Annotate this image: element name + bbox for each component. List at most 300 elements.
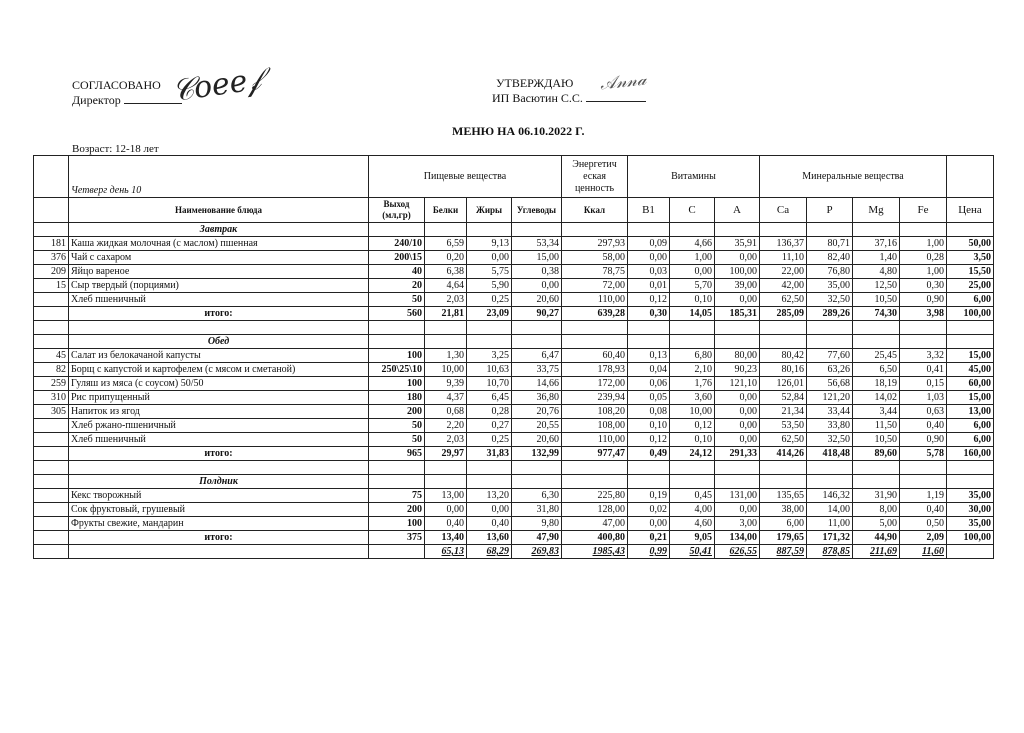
value-cell: 6,30 [512, 489, 562, 503]
value-cell: 6,38 [425, 265, 467, 279]
dish-name: Напиток из ягод [69, 405, 369, 419]
value-cell: 10,70 [467, 377, 512, 391]
value-cell: 32,50 [807, 433, 853, 447]
table-row [34, 419, 994, 433]
value-cell: 80,71 [807, 237, 853, 251]
cell [715, 461, 760, 475]
value-cell: 297,93 [562, 237, 628, 251]
value-cell: 8,00 [853, 503, 900, 517]
value-cell: 0,02 [628, 503, 670, 517]
total-label: итого: [69, 307, 369, 321]
value-cell: 21,81 [425, 307, 467, 321]
value-cell: 14,00 [807, 503, 853, 517]
cell [853, 461, 900, 475]
group-nutrients: Пищевые вещества [369, 156, 562, 198]
age-label: Возраст: 12-18 лет [72, 143, 159, 155]
value-cell: 0,20 [425, 251, 467, 265]
column-header: Углеводы [512, 198, 562, 223]
value-cell: 62,50 [760, 433, 807, 447]
cell [628, 461, 670, 475]
value-cell: 1985,43 [562, 545, 628, 559]
value-cell: 0,27 [467, 419, 512, 433]
cell [512, 321, 562, 335]
dish-name: Гуляш из мяса (с соусом) 50/50 [69, 377, 369, 391]
value-cell: 9,13 [467, 237, 512, 251]
value-cell: 10,00 [670, 405, 715, 419]
menu-table [33, 155, 994, 559]
cell [947, 461, 994, 475]
value-cell: 135,65 [760, 489, 807, 503]
value-cell: 6,50 [853, 363, 900, 377]
dish-number: 376 [34, 251, 69, 265]
cell [562, 475, 628, 489]
cell [467, 335, 512, 349]
column-header: B1 [628, 198, 670, 223]
value-cell: 6,80 [670, 349, 715, 363]
total-label: итого: [69, 531, 369, 545]
value-cell: 6,00 [947, 419, 994, 433]
value-cell: 1,19 [900, 489, 947, 503]
value-cell: 128,00 [562, 503, 628, 517]
cell [512, 335, 562, 349]
value-cell: 62,50 [760, 293, 807, 307]
value-cell: 53,50 [760, 419, 807, 433]
cell [900, 321, 947, 335]
cell [369, 461, 425, 475]
value-cell: 0,00 [715, 391, 760, 405]
cell [425, 461, 467, 475]
cell [807, 475, 853, 489]
dish-name: Хлеб пшеничный [69, 293, 369, 307]
value-cell: 134,00 [715, 531, 760, 545]
value-cell: 100,00 [947, 307, 994, 321]
value-cell: 18,19 [853, 377, 900, 391]
value-cell: 35,91 [715, 237, 760, 251]
value-cell: 0,21 [628, 531, 670, 545]
total-row [34, 307, 994, 321]
cell [760, 223, 807, 237]
value-cell: 178,93 [562, 363, 628, 377]
value-cell: 0,00 [715, 293, 760, 307]
value-cell: 29,97 [425, 447, 467, 461]
value-cell: 0,50 [900, 517, 947, 531]
value-cell: 0,00 [715, 251, 760, 265]
cell [760, 475, 807, 489]
cell [467, 223, 512, 237]
value-cell: 3,00 [715, 517, 760, 531]
table-row [34, 391, 994, 405]
value-cell: 225,80 [562, 489, 628, 503]
value-cell: 0,12 [628, 293, 670, 307]
table-row [34, 433, 994, 447]
value-cell: 10,00 [425, 363, 467, 377]
dish-name: Салат из белокачаной капусты [69, 349, 369, 363]
value-cell: 25,00 [947, 279, 994, 293]
table-row [34, 251, 994, 265]
value-cell: 639,28 [562, 307, 628, 321]
cell [760, 335, 807, 349]
value-cell: 90,27 [512, 307, 562, 321]
value-cell: 1,00 [900, 265, 947, 279]
value-cell: 82,40 [807, 251, 853, 265]
value-cell: 200 [369, 405, 425, 419]
value-cell: 0,00 [512, 279, 562, 293]
value-cell: 0,00 [425, 503, 467, 517]
dish-number [34, 517, 69, 531]
value-cell: 22,00 [760, 265, 807, 279]
value-cell: 35,00 [807, 279, 853, 293]
value-cell: 33,75 [512, 363, 562, 377]
value-cell: 15,50 [947, 265, 994, 279]
section-row [34, 223, 994, 237]
value-cell: 0,90 [900, 433, 947, 447]
value-cell: 0,00 [715, 419, 760, 433]
blank-row [34, 321, 994, 335]
value-cell: 0,49 [628, 447, 670, 461]
value-cell: 0,30 [628, 307, 670, 321]
value-cell: 131,00 [715, 489, 760, 503]
section-title: Завтрак [69, 223, 369, 237]
dish-name [69, 545, 369, 559]
value-cell: 110,00 [562, 293, 628, 307]
table-row [34, 377, 994, 391]
cell [467, 461, 512, 475]
value-cell: 14,66 [512, 377, 562, 391]
value-cell: 35,00 [947, 517, 994, 531]
value-cell: 0,12 [628, 433, 670, 447]
value-cell: 2,09 [900, 531, 947, 545]
value-cell: 0,28 [900, 251, 947, 265]
dish-name: Хлеб пшеничный [69, 433, 369, 447]
value-cell: 121,20 [807, 391, 853, 405]
approval-right-title: УТВЕРЖДАЮ [496, 76, 574, 90]
dish-name: Чай с сахаром [69, 251, 369, 265]
value-cell: 63,26 [807, 363, 853, 377]
value-cell: 2,10 [670, 363, 715, 377]
cell [853, 321, 900, 335]
cell [562, 461, 628, 475]
section-title: Обед [69, 335, 369, 349]
value-cell: 100 [369, 517, 425, 531]
cell [900, 335, 947, 349]
cell [670, 335, 715, 349]
value-cell: 20 [369, 279, 425, 293]
table-row [34, 517, 994, 531]
value-cell: 13,40 [425, 531, 467, 545]
column-header: Mg [853, 198, 900, 223]
cell [369, 335, 425, 349]
value-cell: 1,00 [900, 237, 947, 251]
cell [947, 335, 994, 349]
group-minerals: Минеральные вещества [760, 156, 947, 198]
value-cell: 887,59 [760, 545, 807, 559]
value-cell: 0,03 [628, 265, 670, 279]
value-cell: 20,55 [512, 419, 562, 433]
dish-number [34, 447, 69, 461]
value-cell: 0,25 [467, 433, 512, 447]
cell [425, 335, 467, 349]
value-cell: 10,50 [853, 433, 900, 447]
value-cell: 121,10 [715, 377, 760, 391]
table-row [34, 279, 994, 293]
cell [807, 335, 853, 349]
cell [670, 223, 715, 237]
value-cell: 45,00 [947, 363, 994, 377]
approver-signature: 𝒜𝓃𝓃𝒶 [599, 69, 648, 95]
cell [34, 461, 69, 475]
value-cell: 50 [369, 419, 425, 433]
value-cell: 74,30 [853, 307, 900, 321]
approval-right-role: ИП Васютин С.С. [492, 91, 583, 105]
dish-number: 15 [34, 279, 69, 293]
value-cell: 0,38 [512, 265, 562, 279]
value-cell: 0,13 [628, 349, 670, 363]
value-cell: 285,09 [760, 307, 807, 321]
value-cell: 15,00 [947, 349, 994, 363]
dish-number: 310 [34, 391, 69, 405]
value-cell: 20,60 [512, 433, 562, 447]
value-cell: 25,45 [853, 349, 900, 363]
value-cell: 9,39 [425, 377, 467, 391]
dish-number [34, 503, 69, 517]
value-cell: 4,00 [670, 503, 715, 517]
column-header: C [670, 198, 715, 223]
table-row [34, 405, 994, 419]
value-cell: 0,30 [900, 279, 947, 293]
value-cell: 136,37 [760, 237, 807, 251]
value-cell: 1,40 [853, 251, 900, 265]
value-cell: 6,00 [760, 517, 807, 531]
dish-number [34, 419, 69, 433]
value-cell: 37,16 [853, 237, 900, 251]
value-cell: 0,45 [670, 489, 715, 503]
value-cell: 60,40 [562, 349, 628, 363]
cell [34, 475, 69, 489]
value-cell: 0,10 [670, 293, 715, 307]
value-cell: 0,00 [715, 503, 760, 517]
table-row [34, 503, 994, 517]
value-cell: 0,00 [715, 405, 760, 419]
group-vitamins: Витамины [628, 156, 760, 198]
value-cell: 6,45 [467, 391, 512, 405]
dish-number [34, 545, 69, 559]
value-cell: 0,41 [900, 363, 947, 377]
value-cell: 72,00 [562, 279, 628, 293]
value-cell: 239,94 [562, 391, 628, 405]
value-cell: 20,76 [512, 405, 562, 419]
value-cell: 21,34 [760, 405, 807, 419]
cell [807, 461, 853, 475]
group-energy: Энергетич еская ценность [562, 156, 628, 198]
value-cell: 240/10 [369, 237, 425, 251]
value-cell: 172,00 [562, 377, 628, 391]
value-cell: 23,09 [467, 307, 512, 321]
value-cell: 47,90 [512, 531, 562, 545]
value-cell: 0,05 [628, 391, 670, 405]
value-cell: 6,59 [425, 237, 467, 251]
cell [900, 461, 947, 475]
dish-number: 181 [34, 237, 69, 251]
value-cell: 100 [369, 377, 425, 391]
cell [628, 475, 670, 489]
column-header: Fe [900, 198, 947, 223]
value-cell: 2,03 [425, 433, 467, 447]
dish-number [34, 293, 69, 307]
cell [760, 461, 807, 475]
dish-name: Сок фруктовый, грушевый [69, 503, 369, 517]
value-cell: 132,99 [512, 447, 562, 461]
value-cell: 40 [369, 265, 425, 279]
approval-left-role: Директор [72, 93, 121, 107]
column-header: Цена [947, 198, 994, 223]
cell [715, 223, 760, 237]
value-cell: 3,44 [853, 405, 900, 419]
cell [628, 321, 670, 335]
dish-number [34, 489, 69, 503]
dish-name: Борщ с капустой и картофелем (с мясом и сметаной) [69, 363, 369, 377]
value-cell: 10,63 [467, 363, 512, 377]
cell [512, 223, 562, 237]
value-cell: 0,90 [900, 293, 947, 307]
cell [807, 321, 853, 335]
value-cell: 52,84 [760, 391, 807, 405]
value-cell: 100 [369, 349, 425, 363]
cell [34, 321, 69, 335]
table-row [34, 349, 994, 363]
value-cell: 31,83 [467, 447, 512, 461]
value-cell: 0,63 [900, 405, 947, 419]
value-cell: 414,26 [760, 447, 807, 461]
value-cell: 418,48 [807, 447, 853, 461]
dish-name: Каша жидкая молочная (с маслом) пшенная [69, 237, 369, 251]
dish-number: 82 [34, 363, 69, 377]
value-cell [369, 545, 425, 559]
value-cell: 65,13 [425, 545, 467, 559]
cell [425, 321, 467, 335]
cell [670, 321, 715, 335]
value-cell: 9,05 [670, 531, 715, 545]
value-cell: 160,00 [947, 447, 994, 461]
value-cell: 0,00 [628, 517, 670, 531]
cell [467, 321, 512, 335]
value-cell: 4,66 [670, 237, 715, 251]
cell [670, 475, 715, 489]
value-cell: 44,90 [853, 531, 900, 545]
value-cell: 32,50 [807, 293, 853, 307]
cell [947, 223, 994, 237]
dish-number [34, 307, 69, 321]
value-cell: 0,00 [467, 503, 512, 517]
table-row [34, 265, 994, 279]
table-row [34, 293, 994, 307]
value-cell: 11,00 [807, 517, 853, 531]
value-cell: 0,40 [467, 517, 512, 531]
value-cell: 200\15 [369, 251, 425, 265]
cell [715, 321, 760, 335]
value-cell: 0,40 [900, 503, 947, 517]
value-cell: 53,34 [512, 237, 562, 251]
column-header: Белки [425, 198, 467, 223]
value-cell: 171,32 [807, 531, 853, 545]
value-cell: 39,00 [715, 279, 760, 293]
value-cell: 5,70 [670, 279, 715, 293]
cell [853, 223, 900, 237]
value-cell: 14,05 [670, 307, 715, 321]
value-cell: 20,60 [512, 293, 562, 307]
cell [760, 321, 807, 335]
cell [947, 321, 994, 335]
cell [369, 223, 425, 237]
cell [900, 475, 947, 489]
value-cell: 0,08 [628, 405, 670, 419]
value-cell: 10,50 [853, 293, 900, 307]
value-cell: 13,00 [425, 489, 467, 503]
value-cell: 1,03 [900, 391, 947, 405]
value-cell: 0,10 [670, 433, 715, 447]
value-cell: 100,00 [715, 265, 760, 279]
value-cell: 38,00 [760, 503, 807, 517]
section-row [34, 475, 994, 489]
value-cell: 5,90 [467, 279, 512, 293]
value-cell: 78,75 [562, 265, 628, 279]
value-cell: 13,60 [467, 531, 512, 545]
dish-number: 209 [34, 265, 69, 279]
value-cell: 31,90 [853, 489, 900, 503]
total-row [34, 531, 994, 545]
section-row [34, 335, 994, 349]
value-cell: 6,00 [947, 433, 994, 447]
cell [670, 461, 715, 475]
value-cell: 2,20 [425, 419, 467, 433]
cell [369, 475, 425, 489]
cell [853, 475, 900, 489]
value-cell: 80,16 [760, 363, 807, 377]
value-cell: 30,00 [947, 503, 994, 517]
value-cell: 0,25 [467, 293, 512, 307]
value-cell: 289,26 [807, 307, 853, 321]
value-cell: 180 [369, 391, 425, 405]
cell [425, 223, 467, 237]
value-cell: 108,00 [562, 419, 628, 433]
cell [512, 461, 562, 475]
value-cell: 108,20 [562, 405, 628, 419]
grand-total-row [34, 545, 994, 559]
value-cell: 50,41 [670, 545, 715, 559]
cell [947, 475, 994, 489]
value-cell: 58,00 [562, 251, 628, 265]
value-cell: 0,09 [628, 237, 670, 251]
value-cell: 3,50 [947, 251, 994, 265]
value-cell: 211,69 [853, 545, 900, 559]
column-header: Наименование блюда [69, 198, 369, 223]
cell [562, 321, 628, 335]
dish-number: 305 [34, 405, 69, 419]
cell [562, 223, 628, 237]
approval-left-title: СОГЛАСОВАНО [72, 78, 161, 92]
value-cell: 33,44 [807, 405, 853, 419]
value-cell: 269,83 [512, 545, 562, 559]
day-label: Четверг день 10 [69, 156, 369, 198]
value-cell: 200 [369, 503, 425, 517]
dish-name: Фрукты свежие, мандарин [69, 517, 369, 531]
value-cell: 0,06 [628, 377, 670, 391]
total-label: итого: [69, 447, 369, 461]
value-cell: 1,76 [670, 377, 715, 391]
value-cell: 13,20 [467, 489, 512, 503]
value-cell: 9,80 [512, 517, 562, 531]
dish-number: 259 [34, 377, 69, 391]
value-cell: 4,80 [853, 265, 900, 279]
